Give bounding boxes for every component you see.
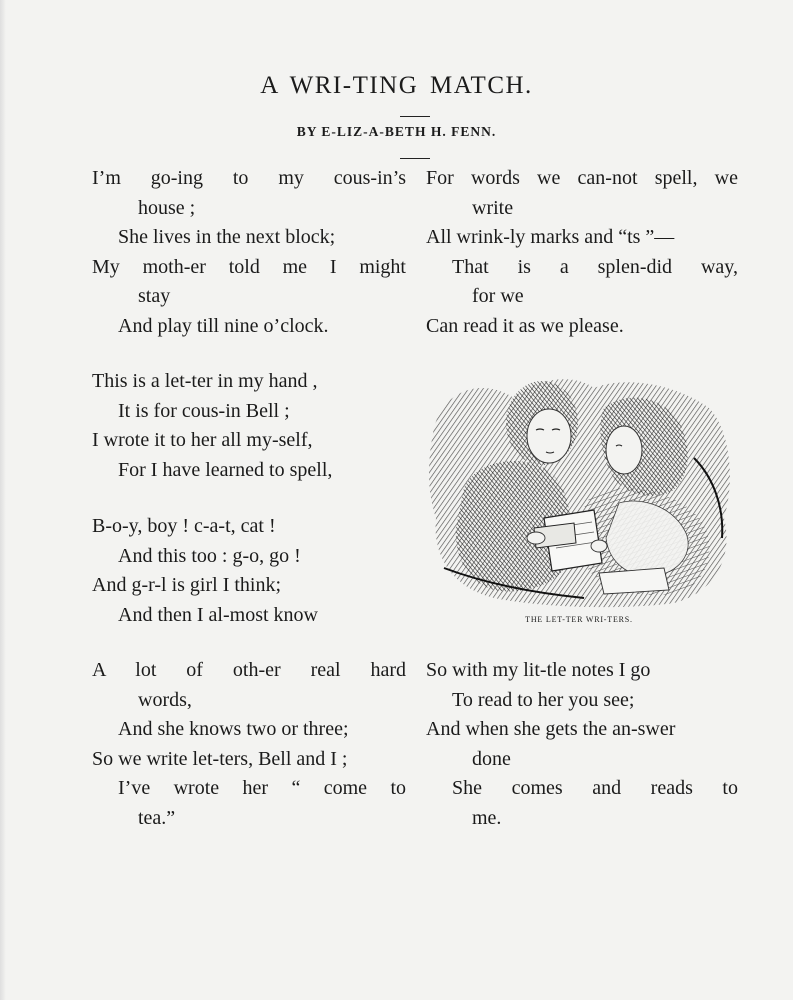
- engraving-image: [424, 368, 738, 613]
- poem-line: A lot of oth-er real hard: [92, 659, 406, 681]
- poem-line: words,: [138, 688, 192, 711]
- poem-line: me.: [472, 806, 502, 829]
- stanza-3: [92, 512, 406, 630]
- stanza-4: [426, 164, 738, 341]
- poem-line: And when she gets the an-swer: [426, 718, 676, 740]
- poem-line: tea.”: [138, 806, 176, 829]
- illustration-letter-writers: [424, 368, 738, 613]
- poem-line: My moth-er told me I might: [92, 255, 406, 278]
- poem-line: And this too : g-o, go !: [118, 544, 301, 567]
- poem-line: All wrink-ly marks and “ts ”—: [426, 226, 675, 248]
- poem-line: It is for cous-in Bell ;: [118, 399, 290, 422]
- poem-line: And she knows two or three;: [118, 718, 349, 740]
- poem-line: And play till nine o’clock.: [118, 314, 329, 337]
- poem-line: write: [472, 196, 514, 219]
- poem-line: for we: [472, 285, 524, 307]
- poem-line: I’ve wrote her “ come to: [118, 777, 406, 799]
- stanza-2: [92, 367, 406, 485]
- poem-line: stay: [138, 285, 171, 307]
- poem-line: So with my lit-tle notes I go: [426, 659, 651, 681]
- poem-line: And then I al-most know: [118, 603, 318, 626]
- byline-rule: [400, 158, 430, 159]
- poem-line: For I have learned to spell,: [118, 458, 333, 481]
- poem-line: And g-r-l is girl I think;: [92, 574, 282, 596]
- poem-title: A WRI-TING MATCH.: [260, 72, 533, 99]
- stanza-5: [92, 656, 406, 833]
- poem-line: So we write let-ters, Bell and I ;: [92, 747, 348, 770]
- page-edge: [0, 0, 6, 1000]
- stanza-1: [92, 164, 406, 341]
- poem-line: For words we can-not spell, we: [426, 167, 738, 189]
- poem-line: Can read it as we please.: [426, 314, 624, 337]
- byline: BY E-LIZ-A-BETH H. FENN.: [296, 124, 497, 139]
- illustration-caption: THE LET-TER WRI-TERS.: [525, 615, 633, 624]
- poem-line: That is a splen-did way,: [452, 255, 738, 278]
- poem-line: This is a let-ter in my hand ,: [92, 370, 318, 392]
- title-rule: [400, 116, 430, 117]
- stanza-6: [426, 656, 738, 833]
- poem-line: house ;: [138, 196, 196, 219]
- poem-line: B-o-y, boy ! c-a-t, cat !: [92, 515, 276, 537]
- poem-line: To read to her you see;: [452, 688, 635, 711]
- poem-line: I’m go-ing to my cous-in’s: [92, 167, 406, 189]
- poem-line: She comes and reads to: [452, 777, 738, 799]
- poem-line: She lives in the next block;: [118, 226, 336, 248]
- poem-line: done: [472, 747, 511, 770]
- poem-line: I wrote it to her all my-self,: [92, 429, 313, 451]
